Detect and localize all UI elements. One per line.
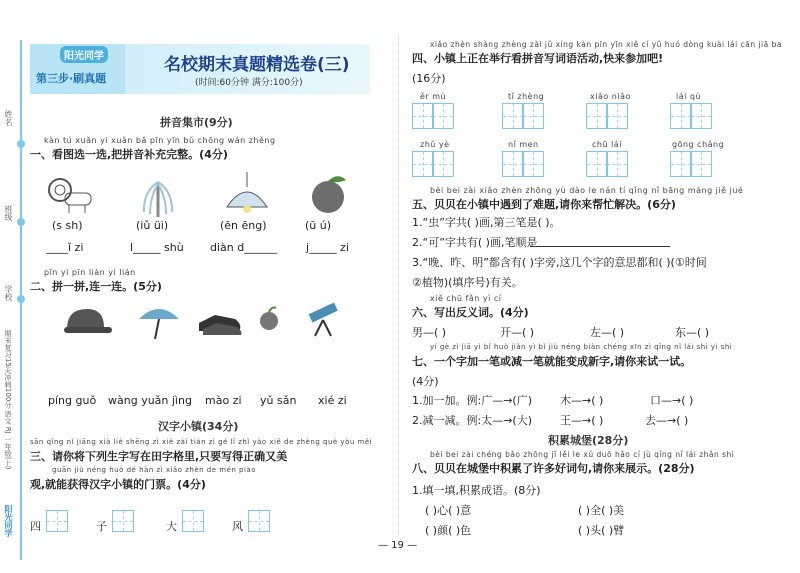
q3-pinyin-1: sān qǐng nǐ jiāng xià liè shēng zì xiě zài tián zì gé lǐ zhǐ yào xiě de zhèng què yòu měi [30,438,373,446]
q7-add-2: 口—→( ) [650,394,694,407]
writing-grid-1[interactable] [46,510,68,532]
q1-blank-2[interactable]: l_____ shù [130,241,184,254]
class-label: 班级 [4,205,13,221]
q1-choice-4: (ū ú) [305,219,332,232]
q4-grid-6a[interactable] [502,151,524,177]
apple-icon [258,306,280,336]
q3-pinyin-2: guān jiù néng huò dé hàn zì xiǎo zhèn de mén piào [52,466,257,474]
q1-blank-3[interactable]: diàn d______ [210,241,278,254]
q8-line-1: 1.填一填,积累成语。(8分) [412,484,541,497]
q6-item-2: 开—( ) [500,326,535,339]
q1-choice-1: (s sh) [52,219,83,232]
step-label: 第三步·刷真题 [36,72,107,85]
q7-sub-example: 2.减一减。例:太—→(大) [412,414,533,427]
shoes-icon [195,305,245,341]
q7-add-1: 木—→( ) [560,394,604,407]
q2-word-1: píng guǒ [48,394,97,407]
q7-pinyin: yí gè zì jiā yì bǐ huò jiǎn yì bǐ jiù néng biàn chéng xīn zì qǐng nǐ lái shì yi shì [430,343,733,351]
q7-score: (4分) [412,375,439,388]
q2-word-4: yǔ sǎn [260,394,297,407]
q4-grid-2b[interactable] [522,103,544,129]
q3-char-1: 四 [30,520,41,533]
q4-word-4: lái qù [676,92,702,101]
q2-word-2: wàng yuǎn jìng [108,394,192,407]
q1-text: 一、看图选一选,把拼音补充完整。(4分) [30,148,228,161]
q7-sub-2: 去—→( ) [645,414,689,427]
q3-char-3: 大 [166,520,177,533]
q4-text: 四、小镇上正在举行看拼音写词语活动,快来参加吧! [412,52,664,65]
q5-line-3: 3.“晚、昨、明”都含有( )字旁,这几个字的意思都和( )(①时间 [412,256,707,269]
q6-pinyin: xiě chū fǎn yì cí [430,294,502,303]
q2-text: 二、拼一拼,连一连。(5分) [30,280,162,293]
writing-grid-2[interactable] [112,510,134,532]
willow-tree-icon [138,172,178,221]
section-pinyin-market: 拼音集市(9分) [160,116,233,129]
q4-grid-4b[interactable] [690,103,712,129]
page-title: 名校期末真题精选卷(三) [164,55,350,75]
q8-text: 八、贝贝在城堡中积累了许多好词句,请你来展示。(28分) [412,462,695,475]
q3-text-2: 观,就能获得汉字小镇的门票。(4分) [30,478,206,491]
q4-grid-7a[interactable] [586,151,608,177]
lamp-icon [222,172,272,218]
page-subtitle: (时间:60分钟 满分:100分) [195,78,303,88]
q4-grid-3b[interactable] [606,103,628,129]
q2-pinyin: pīn yi pīn lián yi lián [44,268,136,277]
q7-text: 七、一个字加一笔或减一笔就能变成新字,请你来试一试。 [412,355,692,368]
q4-score: (16分) [412,72,446,85]
q7-add-example: 1.加一加。例:广—→(广) [412,394,533,407]
q4-word-1: ěr mù [420,92,447,101]
q5-pinyin: bèi bei zài xiǎo zhèn zhōng yù dào le nán tí qǐng nǐ bāng máng jiě jué [430,186,744,195]
q1-blank-4[interactable]: j_____ zi [306,241,349,254]
q6-text: 六、写出反义词。(4分) [412,306,529,319]
binding-spine [0,0,30,573]
q4-grid-8b[interactable] [690,151,712,177]
q4-word-2: tǐ zhèng [508,92,545,101]
q8-pinyin: bèi bei zài chéng bǎo zhōng jī lěi le xǔ duō hǎo cí jù qǐng nǐ lái zhǎn shì [430,450,735,459]
q1-pinyin: kàn tú xuǎn yi xuǎn bǎ pīn yīn bǔ chōng wán zhěng [44,136,276,145]
q4-word-3: xiǎo niǎo [590,92,631,101]
q4-grid-8a[interactable] [670,151,692,177]
q4-grid-1a[interactable] [412,103,434,129]
page-divider [398,36,400,536]
q5-line-4: ②植物)(填序号)有关。 [412,276,523,289]
q2-word-3: mào zi [205,394,242,407]
q4-grid-6b[interactable] [522,151,544,177]
q4-grid-5a[interactable] [412,151,434,177]
spine-side-text: 期末复习15天冲刺100分 语文 RJ 一年级(上) [4,330,12,470]
q6-item-4: 东—( ) [675,326,710,339]
lion-icon [45,175,95,219]
logo-text: 阳光同学 [60,46,108,63]
q5-line-1: 1.“虫”字共( )画,第三笔是( )。 [412,216,561,229]
q4-grid-2a[interactable] [502,103,524,129]
section-hanzi-town: 汉字小镇(34分) [158,420,239,433]
writing-grid-4[interactable] [248,510,270,532]
q4-word-5: zhǔ yè [420,140,450,149]
q6-item-1: 男—( ) [412,326,447,339]
q8-idiom-3[interactable]: ( )颜( )色 [425,524,472,537]
q4-word-8: gōng chǎng [672,140,725,149]
page-number: — 19 — [378,540,418,551]
orange-icon [306,172,352,220]
q3-char-2: 子 [96,520,107,533]
q1-blank-1[interactable]: ____ǐ zi [46,241,84,254]
q5-text: 五、贝贝在小镇中遇到了难题,请你来帮忙解决。(6分) [412,198,676,211]
q4-grid-1b[interactable] [432,103,454,129]
telescope-icon [305,302,343,342]
school-label: 学校 [4,285,13,301]
q2-word-5: xié zi [318,394,347,407]
section-accumulation-castle: 积累城堡(28分) [548,434,629,447]
spine-brand: 阳光同学 [4,505,13,537]
q4-grid-3a[interactable] [586,103,608,129]
q7-sub-1: 王—→( ) [560,414,604,427]
q8-idiom-1[interactable]: ( )心( )意 [425,504,472,517]
q5-line-2: 2.“可”字共有( )画,笔顺是 [412,236,538,249]
q4-grid-4a[interactable] [670,103,692,129]
title-banner [30,44,370,94]
q8-idiom-2[interactable]: ( )全( )美 [578,504,625,517]
q1-choice-3: (ēn ēng) [220,219,267,232]
q4-grid-7b[interactable] [606,151,628,177]
q1-choice-2: (iǔ üi) [136,219,169,232]
q6-item-3: 左—( ) [590,326,625,339]
q8-idiom-4[interactable]: ( )头( )臂 [578,524,625,537]
q3-char-4: 风 [232,520,243,533]
cap-icon [62,305,112,341]
logo [30,44,125,94]
name-label: 姓名 [4,110,13,126]
q4-word-7: chū lái [592,140,622,149]
q4-word-6: nǐ men [508,140,539,149]
writing-grid-3[interactable] [182,510,204,532]
umbrella-icon [137,303,181,345]
q4-pinyin: xiǎo zhèn shàng zhèng zài jǔ xíng kàn pīn yīn xiě cí yǔ huó dòng kuài lái cān jiā ba [430,40,782,49]
q5-stroke-order-blank[interactable] [530,246,670,247]
q4-grid-5b[interactable] [432,151,454,177]
q3-text-1: 三、请你将下列生字写在田字格里,只要写得正确又美 [30,450,288,463]
